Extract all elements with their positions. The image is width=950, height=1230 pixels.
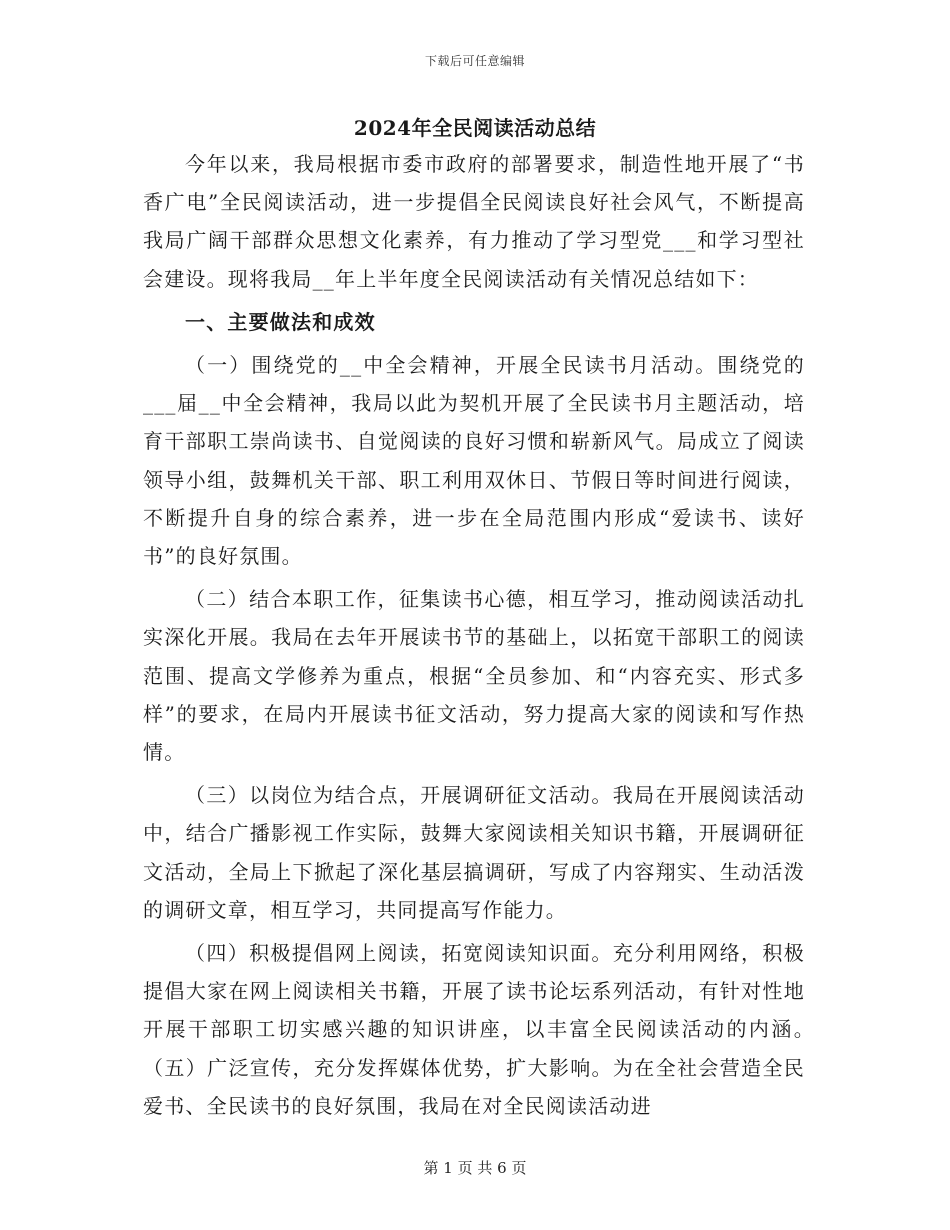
body-paragraph-4: （四）积极提倡网上阅读，拓宽阅读知识面。充分利用网络，积极提倡大家在网上阅读相关书籍，开展了读书论坛系列活动，有针对性地开展干部职工切实感兴趣的知识讲座，以丰富全民阅读活动的内涵。 （五）广泛宣传，充分发挥媒体优势，扩大影响。为在全社会营造全民爱书、全民读书的良好氛围，我局在对全民阅读活动进 [143,941,869,1118]
body-paragraph-2: （二）结合本职工作，征集读书心德，相互学习，推动阅读活动扎实深化开展。我局在去年开展读书节的基础上，以拓宽干部职工的阅读范围、提高文学修养为重点，根据“全员参加、和“内容充实、形式多样”的要求，在局内开展读书征文活动，努力提高大家的阅读和写作热情。 [143,587,805,765]
page-number: 第 1 页 共 6 页 [423,1159,527,1177]
header-note: 下载后可任意编辑 [424,54,525,68]
intro-paragraph: 今年以来，我局根据市委市政府的部署要求，制造性地开展了“书香广电”全民阅读活动，进一步提倡全民阅读良好社会风气，不断提高我局广阔干部群众思想文化素养，有力推动了学习型党___和学习型社会建设。现将我局__年上半年度全民阅读活动有关情况总结如下： [143,152,805,291]
body-paragraph-3: （三）以岗位为结合点，开展调研征文活动。我局在开展阅读活动中，结合广播影视工作实际，鼓舞大家阅读相关知识书籍，开展调研征文活动，全局上下掀起了深化基层搞调研，写成了内容翔实、生动活泼的调研文章，相互学习，共同提高写作能力。 [143,783,805,922]
section-heading: 一、主要做法和成效 [185,309,376,334]
document-body [143,145,869,1125]
body-paragraph-1: （一）围绕党的__中全会精神，开展全民读书月活动。围绕党的___届__中全会精神，我局以此为契机开展了全民读书月主题活动，培育干部职工崇尚读书、自觉阅读的良好习惯和崭新风气。局成立了阅读领导小组，鼓舞机关干部、职工利用双休日、节假日等时间进行阅读，不断提升自身的综合素养，进一步在全局范围内形成“爱读书、读好书”的良好氛围。 [143,353,805,569]
document-title: 2024年全民阅读活动总结 [353,116,597,140]
